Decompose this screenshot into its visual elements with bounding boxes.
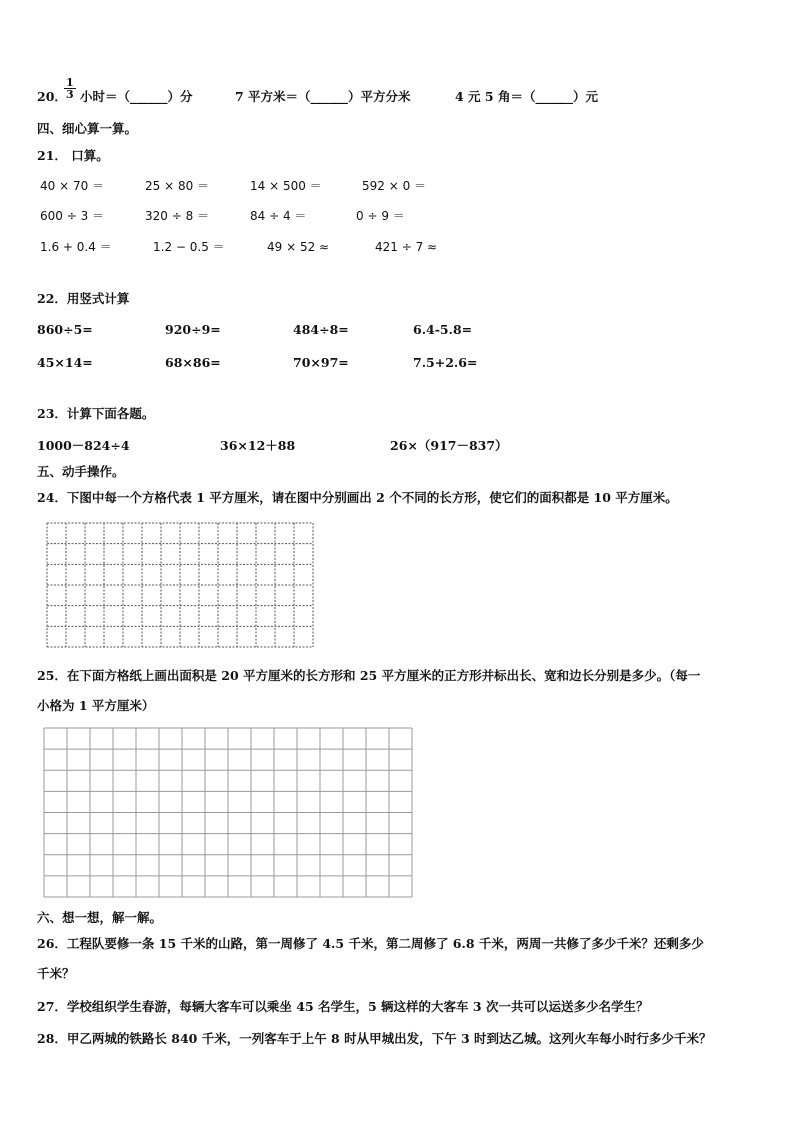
question-text: 25．在下面方格纸上画出面积是 20 平方厘米的长方形和 25 平方厘米的正方形并标出长、宽和边长分别是多少。（每一 [37,668,701,683]
conversion-yuan-jiao: 4 元 5 角＝（______）元 [455,89,598,104]
fraction [64,77,76,100]
square-grid-paper[interactable] [43,727,413,898]
oral-calc-item: 49 × 52 ≈ [267,240,330,254]
vertical-calc-item: 484÷8= [293,322,349,337]
oral-calc-item: 1.6 + 0.4 ＝ [40,240,112,254]
question-text: 27．学校组织学生春游，每辆大客车可以乘坐 45 名学生，5 辆这样的大客车 3 次一共可以运送多少名学生？ [37,999,649,1014]
question-text: 28．甲乙两城的铁路长 840 千米，一列客车于上午 8 时从甲城出发，下午 3 时到达乙城。这列火车每小时行多少千米？ [37,1031,712,1046]
vertical-calc-item: 860÷5= [37,322,93,337]
oral-calc-item: 1.2 − 0.5 ＝ [153,240,225,254]
fraction-numerator: 1 [66,76,74,89]
calc-expression: 36×12＋88 [220,438,296,453]
question-text: 26．工程队要修一条 15 千米的山路，第一周修了 4.5 千米，第二周修了 6.8 千米，两周一共修了多少千米？还剩多少 [37,936,704,951]
question-text: 千米？ [37,966,75,981]
calc-expression: 26×（917－837） [390,438,508,453]
oral-calc-item: 320 ÷ 8 ＝ [145,209,210,223]
oral-calc-item: 421 ÷ 7 ≈ [375,240,438,254]
fraction-denominator: 3 [66,88,74,101]
vertical-calc-item: 6.4-5.8= [413,322,473,337]
conversion-square-meters: 7 平方米＝（______）平方分米 [235,89,411,104]
section-heading: 四、细心算一算。 [37,121,138,136]
vertical-calc-item: 920÷9= [165,322,221,337]
oral-calc-item: 40 × 70 ＝ [40,179,105,193]
calc-expression: 1000－824÷4 [37,438,130,453]
oral-calc-item: 25 × 80 ＝ [145,179,210,193]
section-heading: 六、想一想，解一解。 [37,910,163,925]
oral-calc-item: 14 × 500 ＝ [250,179,322,193]
vertical-calc-item: 70×97= [293,355,349,370]
conversion-hours-minutes: 小时＝（______）分 [80,89,193,104]
question-title: 22．用竖式计算 [37,291,130,306]
oral-calc-item: 0 ÷ 9 ＝ [356,209,405,223]
vertical-calc-item: 45×14= [37,355,93,370]
question-title: 23．计算下面各题。 [37,406,155,421]
square-grid-paper[interactable] [46,522,314,648]
oral-calc-item: 84 ÷ 4 ＝ [250,209,307,223]
oral-calc-item: 592 × 0 ＝ [362,179,427,193]
question-title: 21． 口算。 [37,148,109,163]
section-heading: 五、动手操作。 [37,464,125,479]
question-text: 小格为 1 平方厘米） [37,698,155,713]
question-text: 24．下图中每一个方格代表 1 平方厘米，请在图中分别画出 2 个不同的长方形，使它们的面积都是 10 平方厘米。 [37,490,678,505]
vertical-calc-item: 7.5+2.6= [413,355,478,370]
vertical-calc-item: 68×86= [165,355,221,370]
question-number: 20． [37,89,67,104]
oral-calc-item: 600 ÷ 3 ＝ [40,209,105,223]
